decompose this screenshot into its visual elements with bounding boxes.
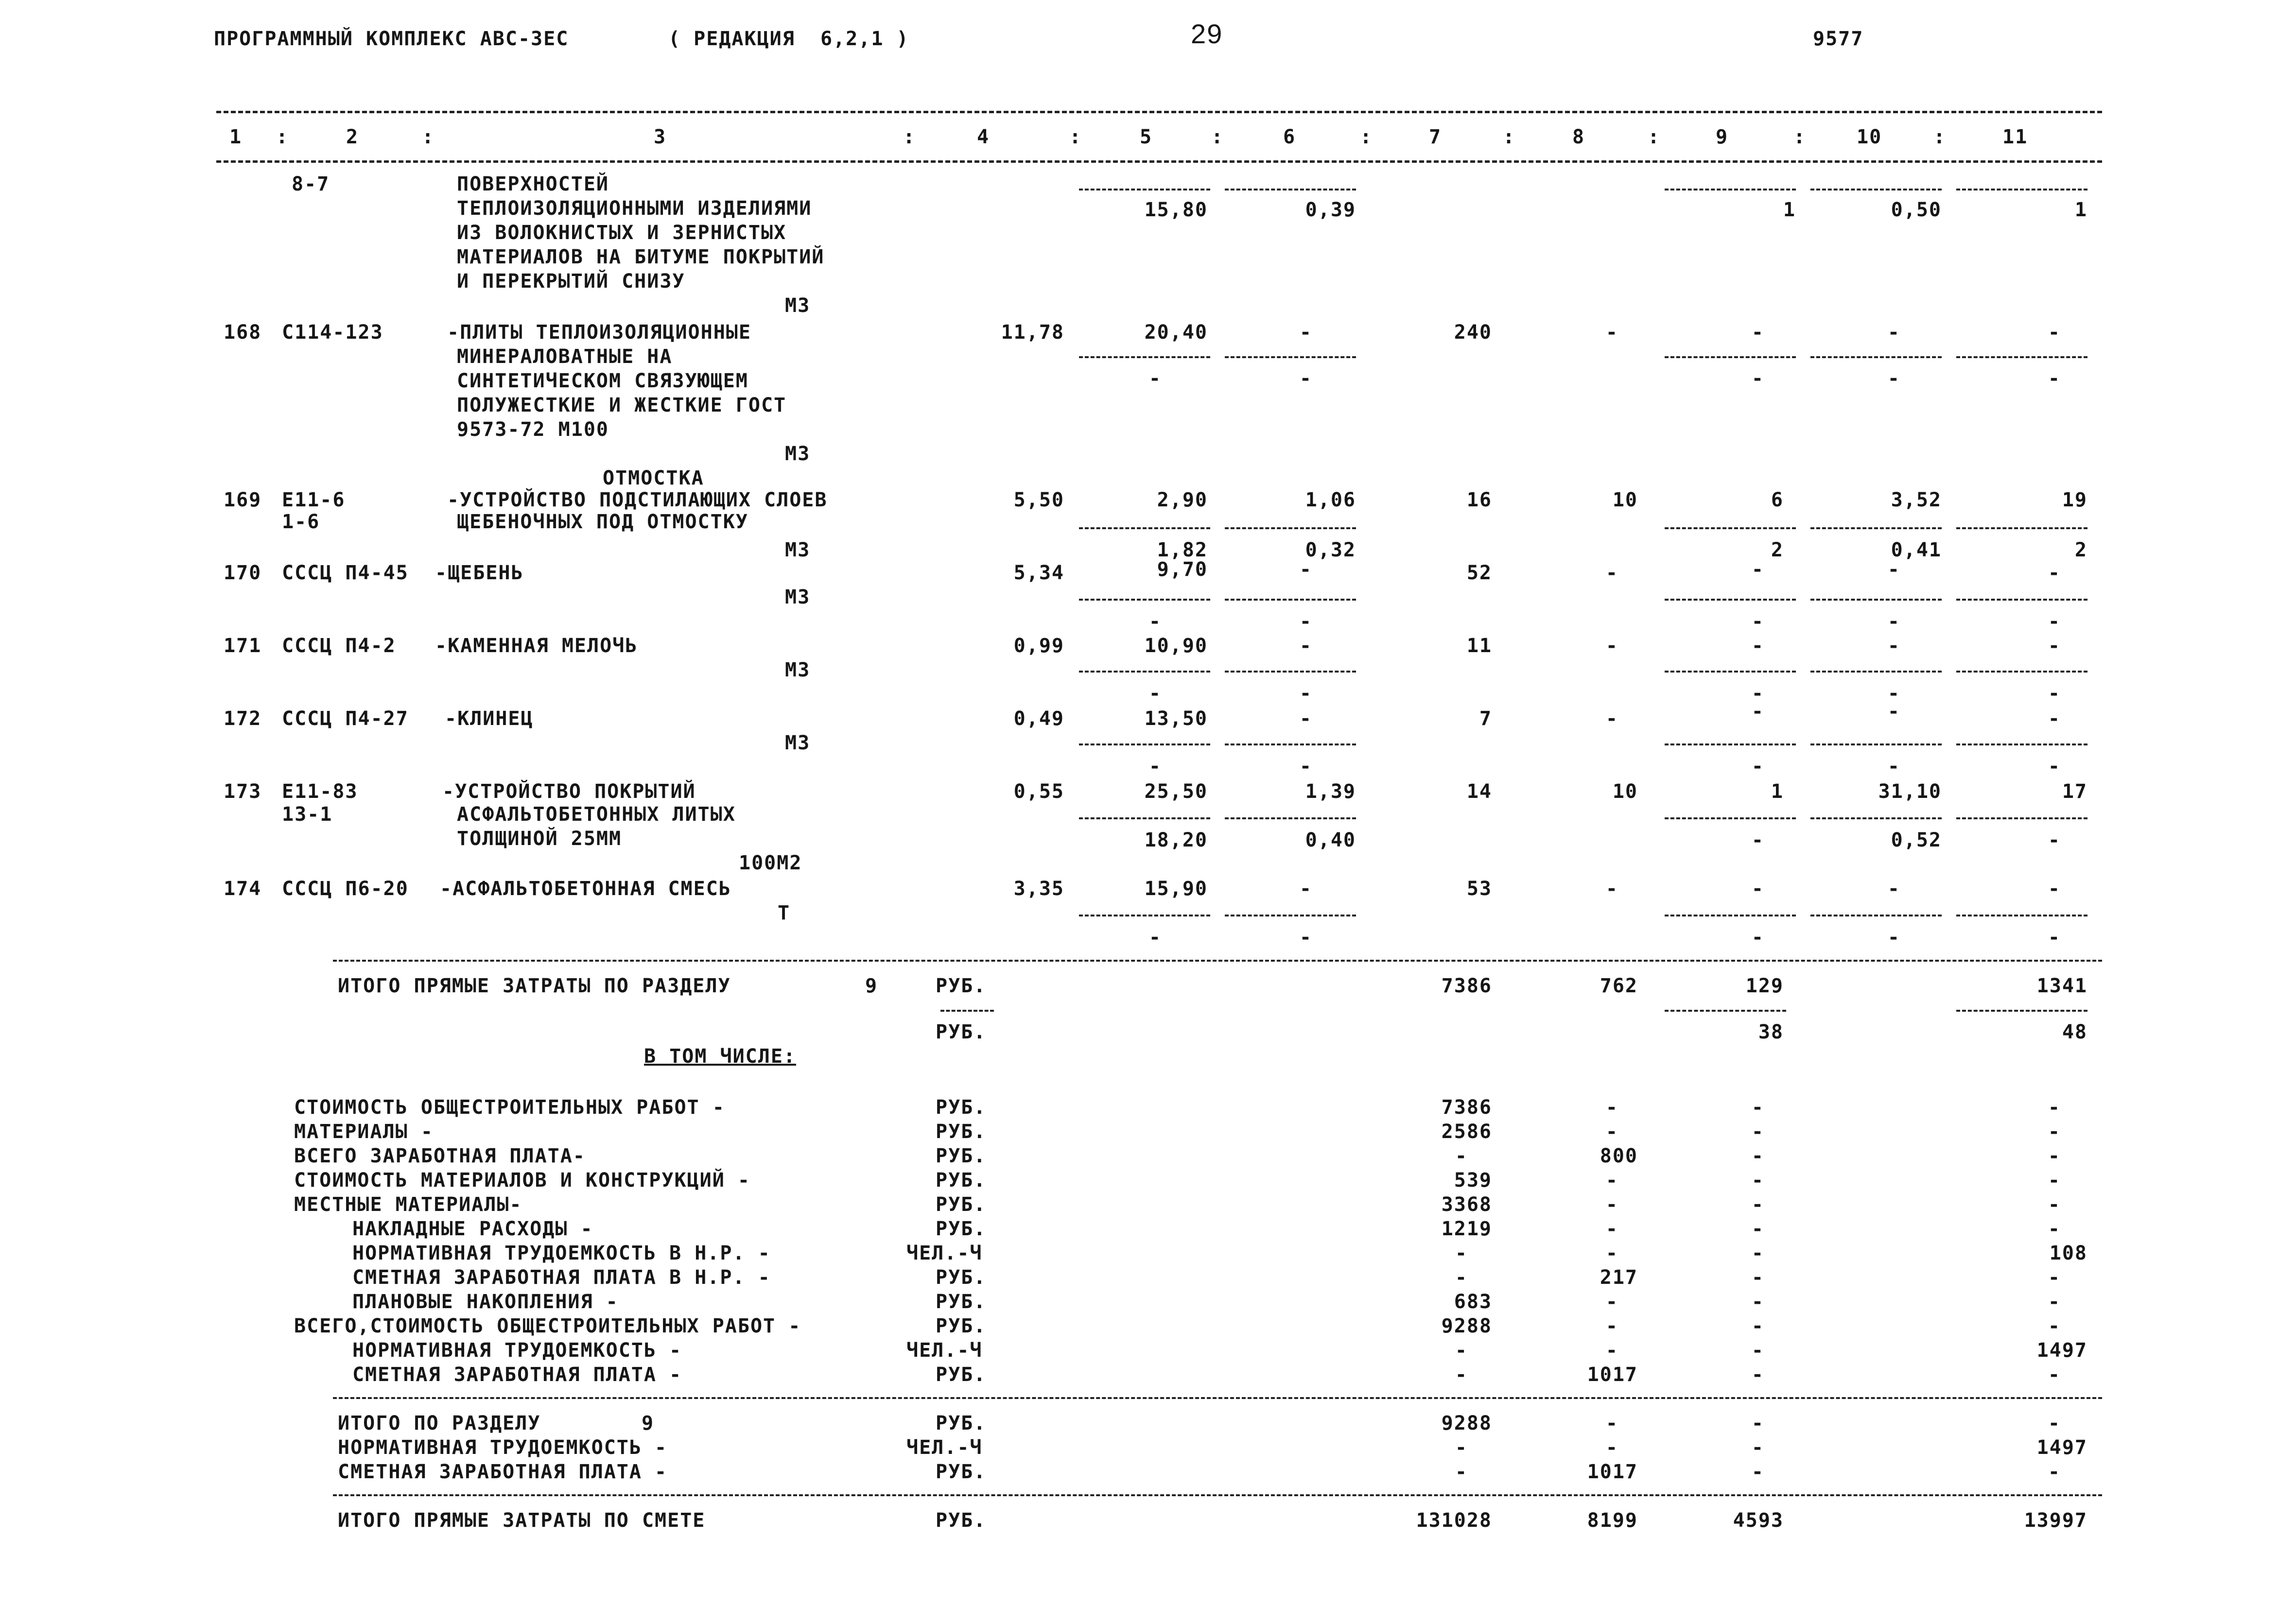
- col-header-3: 3: [654, 126, 667, 148]
- header-bottom-rule: [216, 160, 2102, 163]
- row-unit: Т: [778, 902, 791, 924]
- document-number: 9577: [1813, 28, 1864, 50]
- header-top-rule: [216, 111, 2102, 113]
- row-number: 174: [224, 878, 262, 900]
- col-header-5: 5: [1140, 126, 1153, 148]
- row-number: 169: [224, 489, 262, 511]
- section-heading: ОТМОСТКА: [603, 467, 704, 489]
- row-code: Е11-83: [282, 780, 358, 803]
- row-unit: М3: [785, 539, 811, 561]
- section-totals-rule: [333, 1397, 2102, 1399]
- col-header-1: 1: [229, 126, 243, 148]
- row-unit: 100М2: [739, 852, 802, 874]
- row-number: 173: [224, 780, 262, 803]
- row-number: 172: [224, 708, 262, 730]
- row-unit: М3: [785, 659, 811, 681]
- row-number: 168: [224, 321, 262, 344]
- row-unit: М3: [785, 294, 811, 317]
- col-header-8: 8: [1572, 126, 1585, 148]
- col-header-7: 7: [1429, 126, 1442, 148]
- row-code: 8-7: [292, 173, 330, 195]
- row-code: СССЦ П6-20: [282, 878, 409, 900]
- edition-label: ( РЕДАКЦИЯ 6,2,1 ): [668, 28, 909, 50]
- row-unit: М3: [785, 732, 811, 754]
- col-header-11: 11: [2002, 126, 2028, 148]
- row-code: СССЦ П4-2: [282, 635, 396, 657]
- col-header-9: 9: [1716, 126, 1729, 148]
- page-number: 29: [1191, 18, 1223, 49]
- col-header-2: 2: [346, 126, 359, 148]
- col-header-10: 10: [1857, 126, 1882, 148]
- row-code: С114-123: [282, 321, 383, 344]
- row-code: СССЦ П4-45: [282, 562, 409, 584]
- including-heading: В ТОМ ЧИСЛЕ:: [644, 1045, 796, 1068]
- col-header-6: 6: [1283, 126, 1296, 148]
- program-title: ПРОГРАММНЫЙ КОМПЛЕКС АВС-3ЕС: [214, 28, 569, 50]
- row-number: 171: [224, 635, 262, 657]
- row-unit: М3: [785, 443, 811, 465]
- grand-total-rule: [333, 1494, 2102, 1496]
- row-number: 170: [224, 562, 262, 584]
- row-code: Е11-6: [282, 489, 346, 511]
- col-header-4: 4: [977, 126, 990, 148]
- row-code: СССЦ П4-27: [282, 708, 409, 730]
- row-unit: М3: [785, 586, 811, 608]
- totals-rule: [333, 960, 2102, 962]
